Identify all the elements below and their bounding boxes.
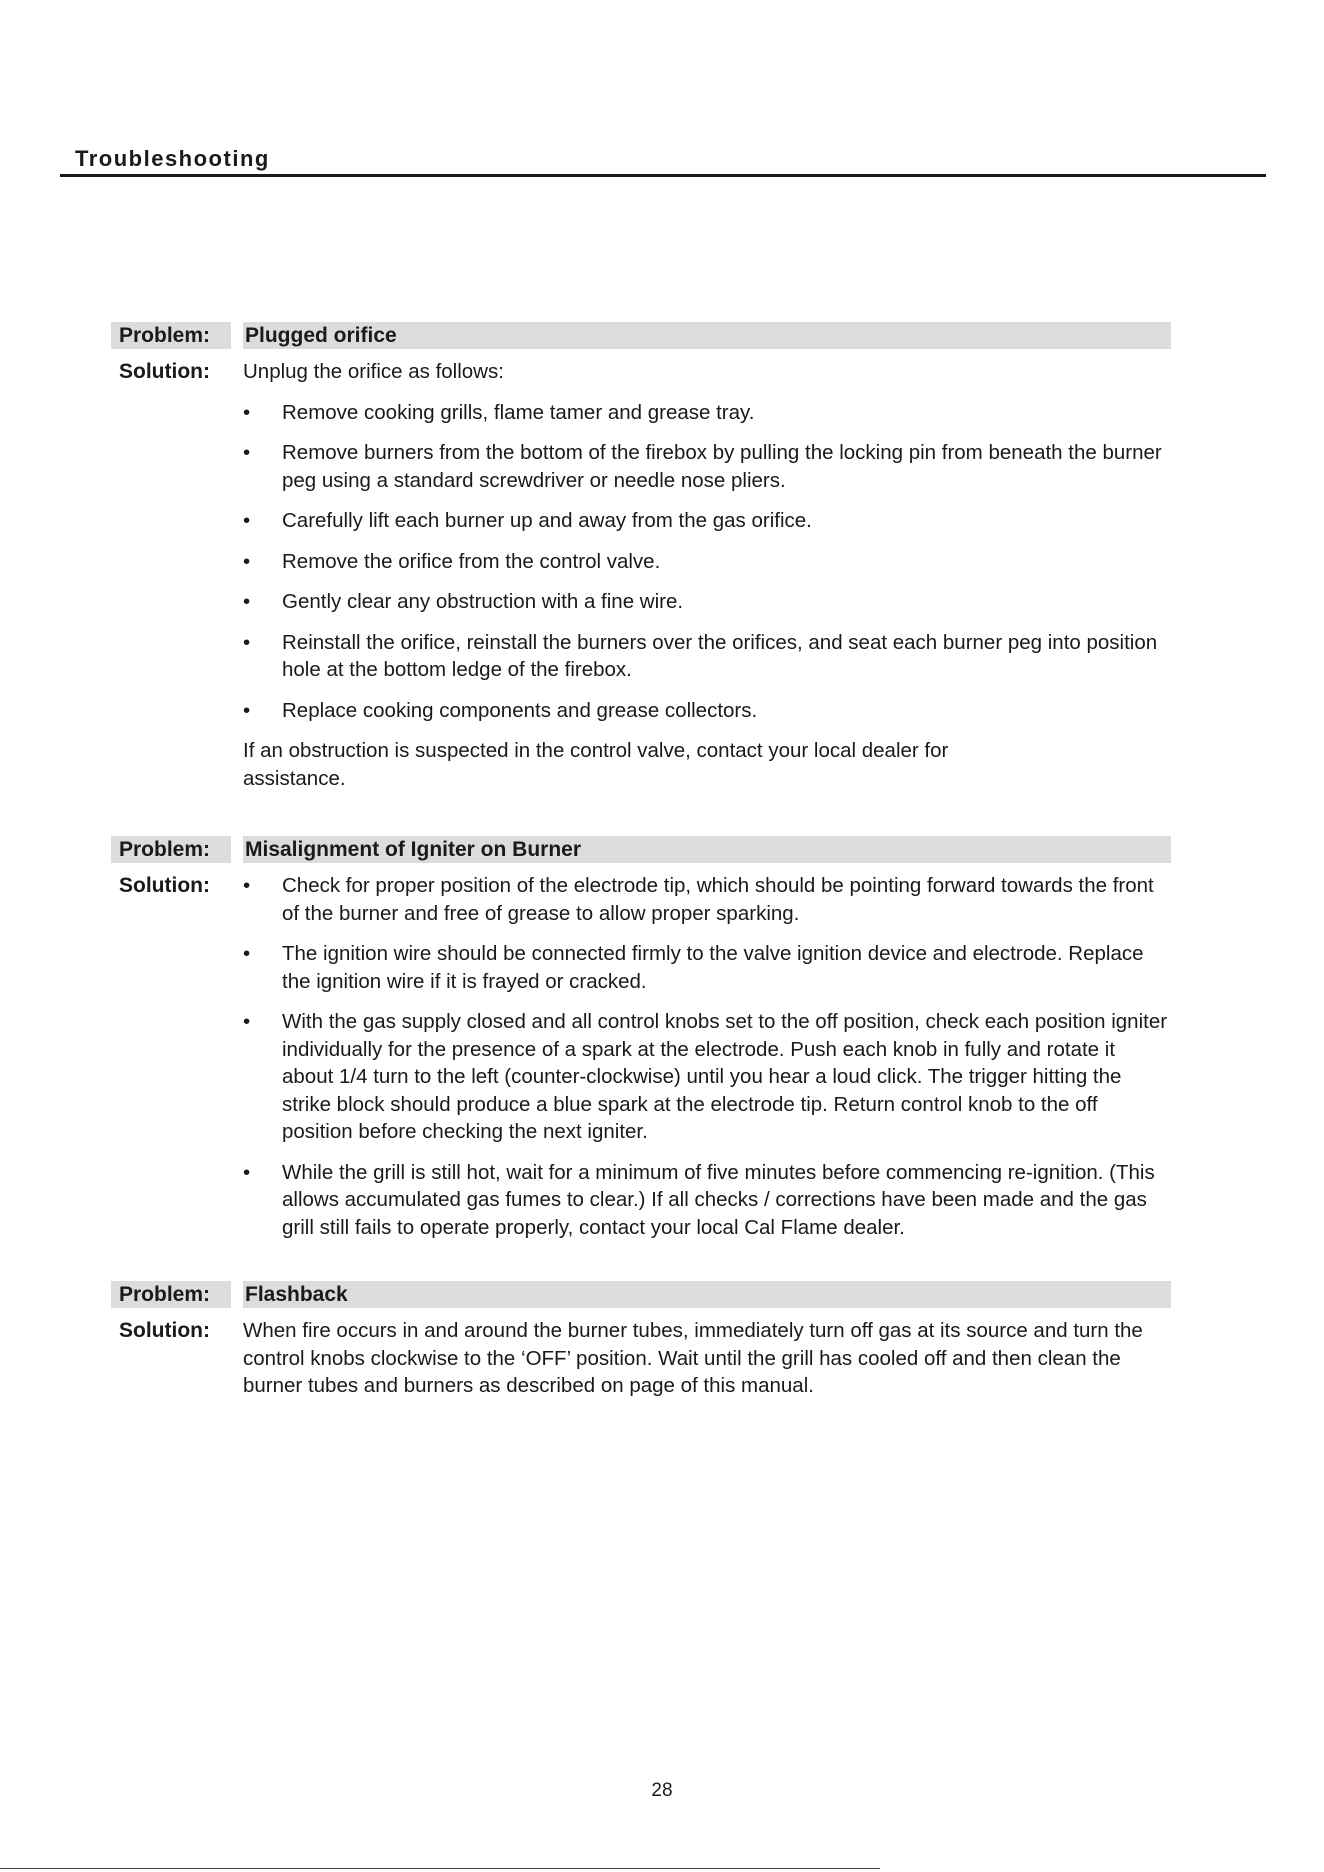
problem-title: Flashback [243, 1281, 1171, 1308]
solution-content [243, 1317, 1171, 1400]
list-item: • Reinstall the orifice, reinstall the burners over the orifices, and seat each burner peg into position hole at the bottom ledge of the firebox. [243, 629, 1171, 684]
problem-row [111, 836, 1171, 863]
solution-label: Solution: [119, 874, 210, 897]
solution-row [111, 1317, 1171, 1400]
problem-row [111, 1281, 1171, 1308]
problem-row [111, 322, 1171, 349]
section-title: Troubleshooting [75, 146, 270, 171]
solution-content [243, 358, 1171, 792]
problem-label: Problem: [111, 322, 231, 349]
solution-intro: Unplug the orifice as follows: [243, 360, 504, 383]
list-item: • Replace cooking components and grease collectors. [243, 697, 1171, 725]
list-item: • The ignition wire should be connected firmly to the valve ignition device and electrode. Replace the ignition wire if it is frayed or cracked. [243, 940, 1171, 995]
troubleshooting-entry-flashback [111, 1281, 1171, 1400]
problem-title: Misalignment of Igniter on Burner [243, 836, 1171, 863]
solution-label: Solution: [119, 1319, 210, 1342]
list-item: • Carefully lift each burner up and away from the gas orifice. [243, 507, 1171, 535]
bottom-rule [0, 1868, 880, 1869]
list-item: • While the grill is still hot, wait for a minimum of five minutes before commencing re-ignition. (This allows accumulated gas fumes to clear.) If all checks / corrections have been made and the gas grill still fails to operate properly, contact your local Cal Flame dealer. [243, 1159, 1171, 1242]
solution-row [111, 358, 1171, 792]
list-item: • Check for proper position of the electrode tip, which should be pointing forward towards the front of the burner and free of grease to allow proper sparking. [243, 872, 1171, 927]
list-item: • Remove the orifice from the control valve. [243, 548, 1171, 576]
solution-row [111, 872, 1171, 1254]
list-item: • Remove burners from the bottom of the firebox by pulling the locking pin from beneath the burner peg using a standard screwdriver or needle nose pliers. [243, 439, 1171, 494]
solution-steps [243, 399, 1171, 725]
troubleshooting-entry-plugged-orifice [111, 322, 1171, 792]
solution-label: Solution: [119, 360, 210, 383]
title-rule [60, 174, 1266, 177]
list-item: • Gently clear any obstruction with a fine wire. [243, 588, 1171, 616]
problem-label: Problem: [111, 1281, 231, 1308]
solution-note: If an obstruction is suspected in the control valve, contact your local dealer for assistance. [243, 739, 949, 790]
troubleshooting-entry-igniter-misalignment [111, 836, 1171, 1254]
solution-text: When fire occurs in and around the burner tubes, immediately turn off gas at its source and turn the control knobs clockwise to the ‘OFF’ position. Wait until the grill has cooled off and then clean the burner tubes and burners as described on page of this manual. [243, 1319, 1143, 1397]
page-number: 28 [651, 1780, 673, 1801]
list-item: • Remove cooking grills, flame tamer and grease tray. [243, 399, 1171, 427]
problem-title: Plugged orifice [243, 322, 1171, 349]
problem-label: Problem: [111, 836, 231, 863]
list-item: • With the gas supply closed and all control knobs set to the off position, check each position igniter individually for the presence of a spark at the electrode. Push each knob in fully and rotate it about 1/4 turn to the left (counter-clockwise) until you hear a loud click. The trigger hitting the strike block should produce a blue spark at the electrode tip. Return control knob to the off position before checking the next igniter. [243, 1008, 1171, 1146]
solution-content [243, 872, 1171, 1254]
solution-steps [243, 872, 1171, 1241]
